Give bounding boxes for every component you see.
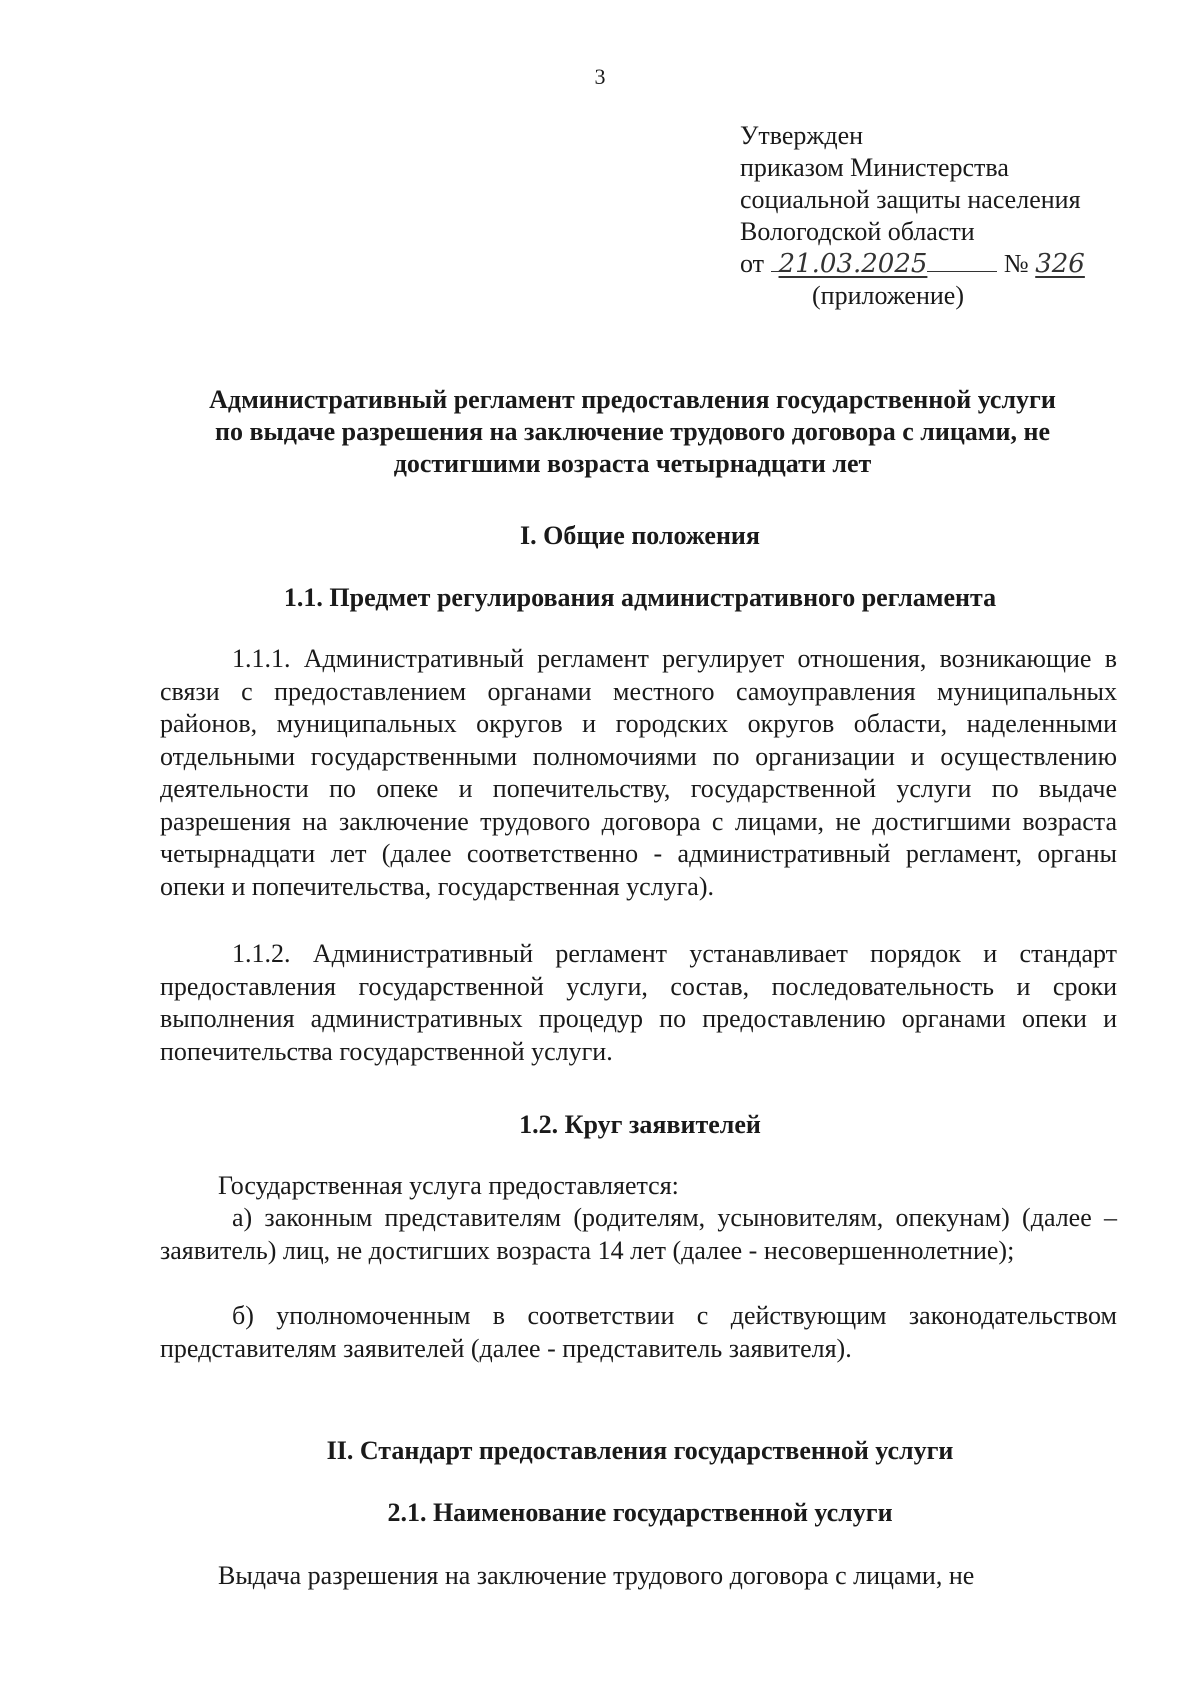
paragraph-1-2-intro: Государственная услуга предоставляется: bbox=[218, 1171, 679, 1200]
approval-date-line bbox=[740, 248, 1085, 280]
paragraph-1-2-b: б) уполномоченным в соответствии с действующим законодательством представителям заявителей (далее - представитель заявителя). bbox=[160, 1301, 1117, 1363]
section-2-heading: II. Стандарт предоставления государственной услуги bbox=[326, 1436, 954, 1465]
date-prefix: от bbox=[740, 249, 765, 278]
title-line: достигшими возраста четырнадцати лет bbox=[393, 449, 872, 478]
approval-stamp bbox=[740, 120, 1085, 312]
page-number: 3 bbox=[594, 64, 606, 89]
date-underline bbox=[927, 271, 997, 272]
document-title bbox=[140, 384, 1125, 480]
subsection-1-1-heading: 1.1. Предмет регулирования административного регламента bbox=[283, 583, 997, 612]
subsection-1-2-heading: 1.2. Круг заявителей bbox=[519, 1110, 761, 1139]
title-line: по выдаче разрешения на заключение трудового договора с лицами, не bbox=[214, 417, 1051, 446]
appendix-label: (приложение) bbox=[812, 281, 965, 310]
subsection-2-1-heading: 2.1. Наименование государственной услуги bbox=[387, 1498, 893, 1527]
paragraph-1-1-1: 1.1.1. Административный регламент регулирует отношения, возникающие в связи с предоставлением органами местного самоуправления муниципальных районов, муниципальных округов и городских округов области, наделенными отдельными государственными полномочиями по организации и осуществлению деятельности по опеке и попечительству, государственной услуги по выдаче разрешения на заключение трудового договора с лицами, не достигшими возраста четырнадцати лет (далее соответственно - административный регламент, органы опеки и попечительства, государственная услуга). bbox=[160, 644, 1117, 901]
title-line: Административный регламент предоставления государственной услуги bbox=[209, 385, 1056, 414]
paragraph-1-2-a: а) законным представителям (родителям, усыновителям, опекунам) (далее – заявитель) лиц, не достигших возраста 14 лет (далее - несовершеннолетние); bbox=[160, 1203, 1117, 1265]
handwritten-number: 326 bbox=[1035, 249, 1085, 279]
approval-line: приказом Министерства bbox=[740, 153, 1009, 182]
approval-line: социальной защиты населения bbox=[740, 185, 1081, 214]
approval-line: Вологодской области bbox=[740, 217, 975, 246]
handwritten-date: 21.03.2025 bbox=[778, 249, 928, 279]
paragraph-1-1-2: 1.1.2. Административный регламент устанавливает порядок и стандарт предоставления государственной услуги, состав, последовательность и сроки выполнения административных процедур по предоставлению органами опеки и попечительства государственной услуги. bbox=[160, 939, 1117, 1066]
section-1-heading: I. Общие положения bbox=[520, 521, 760, 550]
approval-line: Утвержден bbox=[740, 121, 864, 150]
date-underline bbox=[771, 271, 779, 272]
paragraph-2-1: Выдача разрешения на заключение трудового договора с лицами, не bbox=[218, 1561, 975, 1590]
number-prefix: № bbox=[1003, 249, 1029, 278]
